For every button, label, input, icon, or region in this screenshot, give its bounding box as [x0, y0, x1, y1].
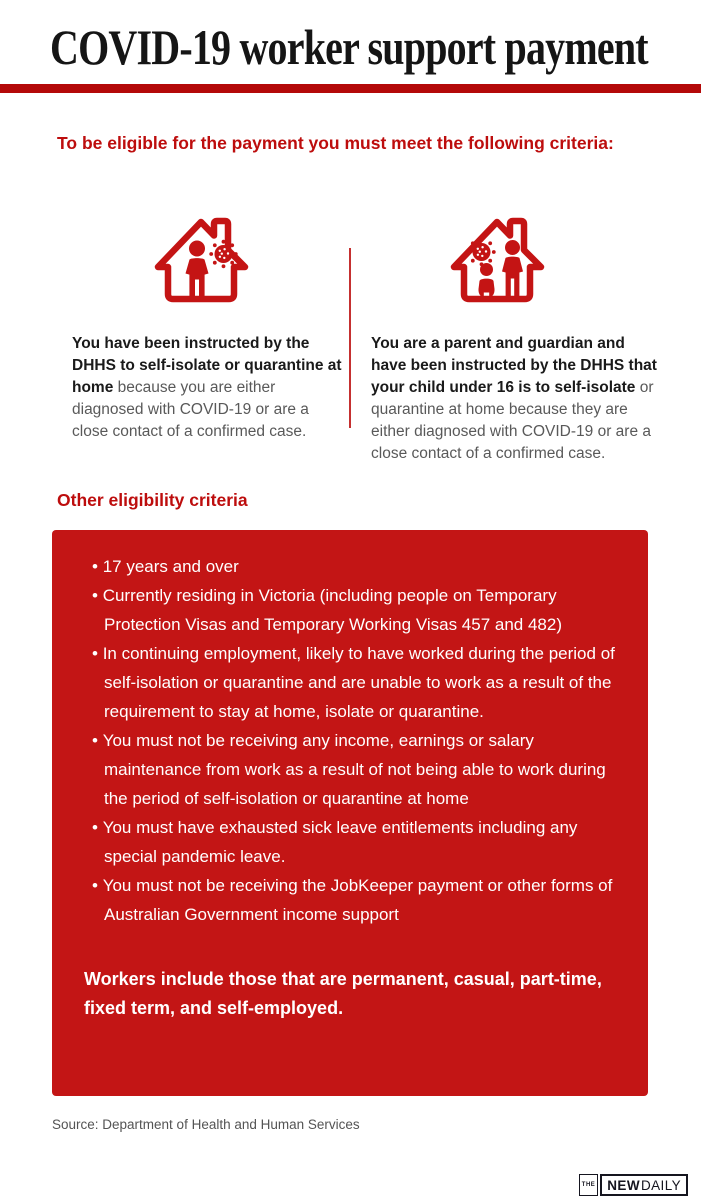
newdaily-logo: [579, 1174, 688, 1196]
source-attribution: Source: Department of Health and Human Services: [52, 1117, 360, 1132]
title-divider-bar: [0, 84, 701, 93]
eligibility-box: [52, 530, 648, 1096]
house-person-virus-icon: [148, 210, 258, 310]
eligibility-list: [84, 552, 624, 929]
list-item: • In continuing employment, likely to have worked during the period of self-isolation or quarantine and are unable to work as a result of the requirement to stay at home, isolate or quarantine.: [88, 639, 624, 726]
list-item: • 17 years and over: [88, 552, 624, 581]
criterion-detail-text: because you are either diagnosed with COVID-19 or are a close contact of a confirmed case.: [72, 379, 309, 440]
list-item: • You must not be receiving the JobKeeper payment or other forms of Australian Government income support: [88, 871, 624, 929]
intro-heading: To be eligible for the payment you must meet the following criteria:: [57, 133, 614, 153]
child-icon: [478, 263, 494, 297]
other-eligibility-heading: Other eligibility criteria: [57, 490, 248, 510]
criterion-text-parent-guardian: [371, 333, 661, 465]
logo-daily-label: DAILY: [640, 1177, 681, 1193]
logo-the-label: THE: [579, 1174, 599, 1196]
logo-new-label: NEW: [607, 1177, 640, 1193]
house-parent-child-virus-icon: [444, 210, 554, 310]
workers-note: Workers include those that are permanent, casual, part-time, fixed term, and self-employed.: [84, 969, 602, 1018]
criterion-bold-text: You have been instructed by the DHHS to self-isolate or quarantine at home: [72, 335, 342, 396]
adult-icon: [502, 240, 523, 298]
person-icon: [186, 241, 209, 298]
house-outline: [454, 221, 541, 299]
list-item: • You must not be receiving any income, earnings or salary maintenance from work as a result of not being able to work during the period of self-isolation or quarantine at home: [88, 726, 624, 813]
list-item: • You must have exhausted sick leave entitlements including any special pandemic leave.: [88, 813, 624, 871]
criterion-detail-text: or quarantine at home because they are either diagnosed with COVID-19 or are a close contact of a confirmed case.: [371, 379, 654, 462]
criterion-text-self-isolate: [72, 333, 344, 443]
page-title: COVID-19 worker support payment: [50, 19, 648, 75]
list-item: • Currently residing in Victoria (including people on Temporary Protection Visas and Temporary Working Visas 457 and 482): [88, 581, 624, 639]
criterion-bold-text: You are a parent and guardian and have been instructed by the DHHS that your child under 16 is to self-isolate: [371, 335, 657, 396]
column-divider: [349, 248, 351, 428]
logo-box: [600, 1174, 688, 1196]
